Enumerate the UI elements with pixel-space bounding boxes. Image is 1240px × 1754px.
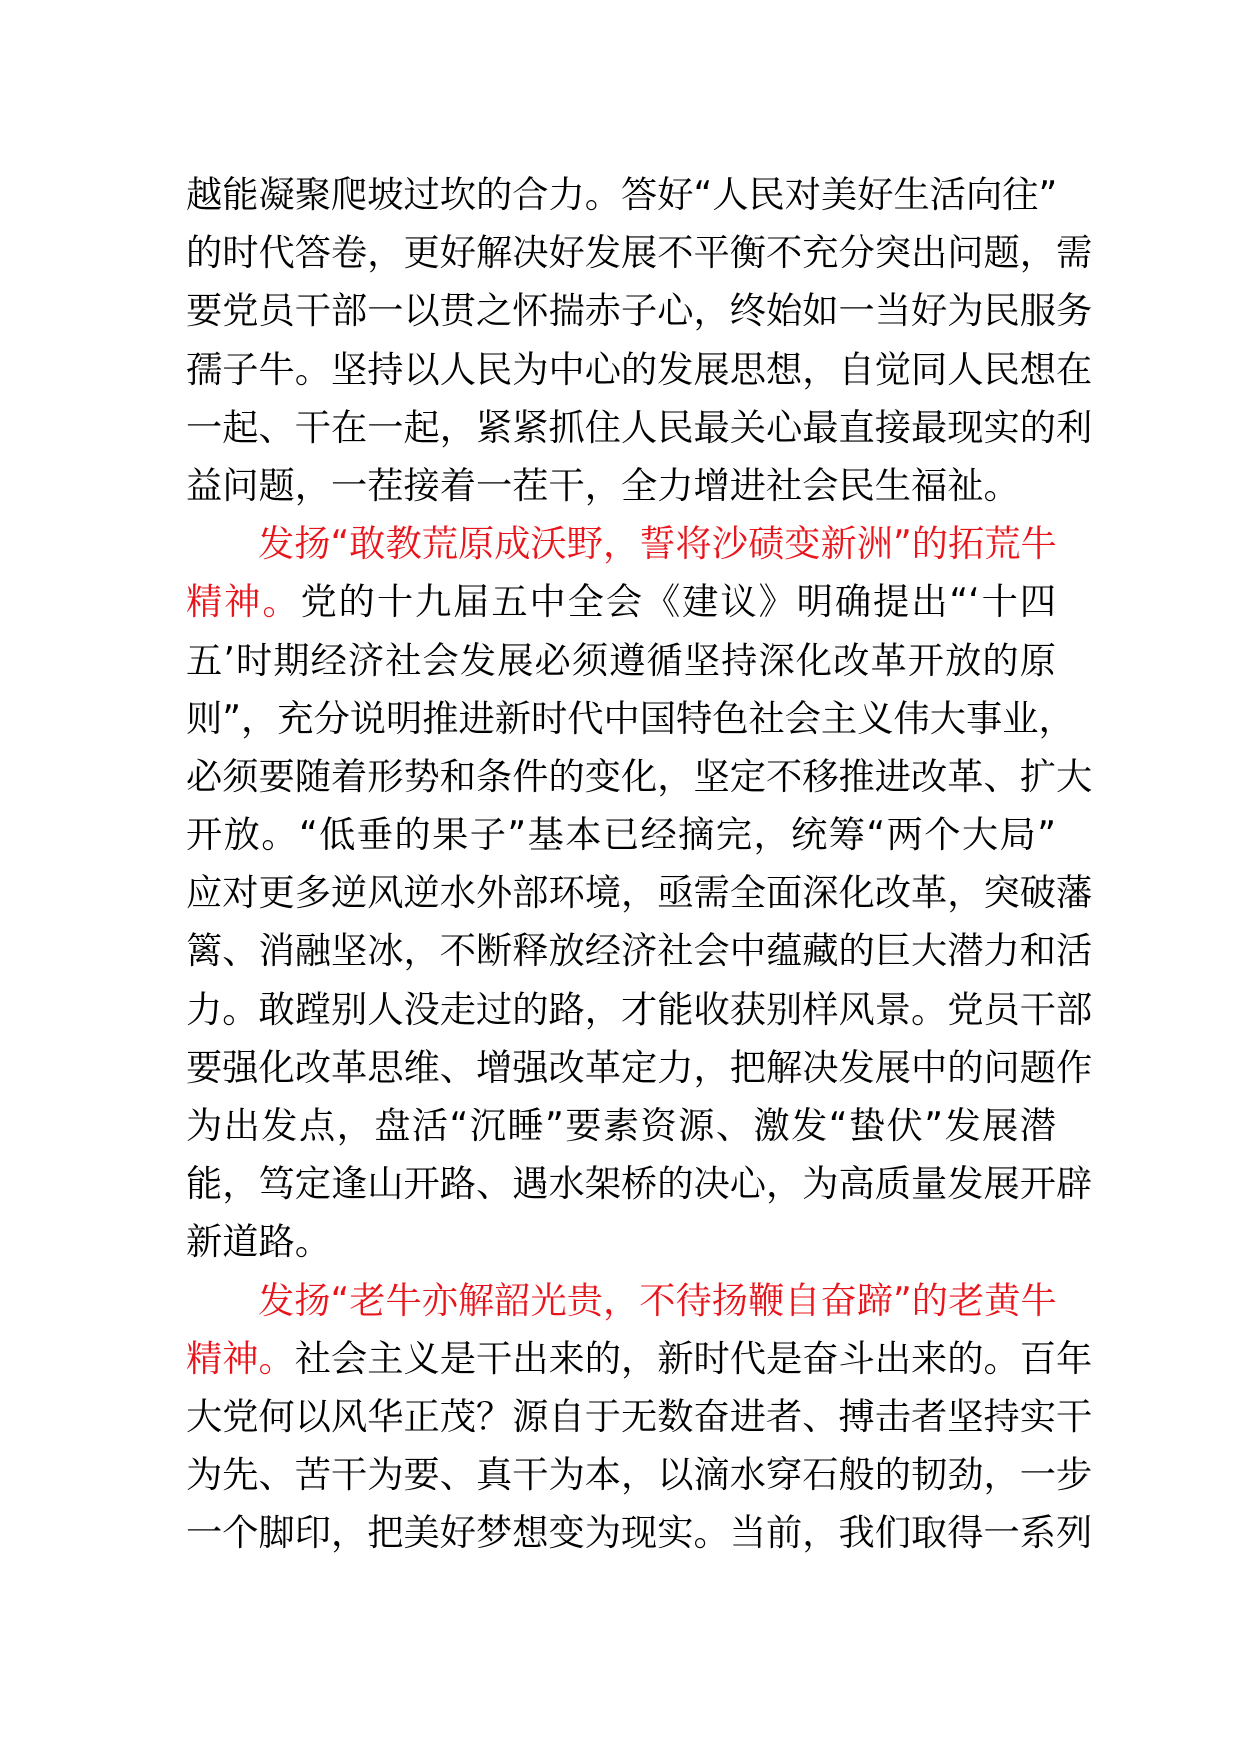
paragraph2-heading-end: 精神。 [186,580,301,624]
paragraph2-line: 必须要随着形势和条件的变化，坚定不移推进改革、扩大 [186,754,1093,798]
paragraph1-line: 益问题，一茬接着一茬干，全力增进社会民生福祉。 [186,463,1020,507]
paragraph1-line: 要党员干部一以贯之怀揣赤子心，终始如一当好为民服务 [186,289,1093,333]
paragraph3-line: 大党何以风华正茂？源自于无数奋进者、搏击者坚持实干 [186,1394,1093,1438]
paragraph2-heading: 发扬“敢教荒原成沃野，誓将沙碛变新洲”的拓荒牛 [258,522,1057,566]
paragraph3-line-rest: 社会主义是干出来的，新时代是奋斗出来的。百年 [294,1336,1093,1380]
paragraph3-heading-end: 精神。 [186,1336,295,1380]
paragraph3-line: 为先、苦干为要、真干为本，以滴水穿石般的韧劲，一步 [186,1453,1093,1497]
paragraph3-line: 一个脚印，把美好梦想变为现实。当前，我们取得一系列 [186,1511,1093,1555]
paragraph2-line: 则”，充分说明推进新时代中国特色社会主义伟大事业， [186,696,1075,740]
paragraph2-line: 应对更多逆风逆水外部环境，亟需全面深化改革，突破藩 [186,871,1093,915]
paragraph1-line: 孺子牛。坚持以人民为中心的发展思想，自觉同人民想在 [186,347,1093,391]
paragraph2-line [186,573,1056,631]
paragraph1-line: 的时代答卷，更好解决好发展不平衡不充分突出问题，需 [186,231,1093,275]
paragraph2-line: 篱、消融坚冰，不断释放经济社会中蕴藏的巨大潜力和活 [186,929,1093,973]
paragraph2-line: 能，笃定逢山开路、遇水架桥的决心，为高质量发展开辟 [186,1162,1093,1206]
body-text [186,166,1093,1563]
paragraph2-line: 为出发点，盘活“沉睡”要素资源、激发“蛰伏”发展潜 [186,1104,1056,1147]
paragraph2-line: 新道路。 [186,1220,332,1264]
paragraph1-line: 一起、干在一起，紧紧抓住人民最关心最直接最现实的利 [186,405,1093,449]
paragraph2-line: 开放。“低垂的果子”基本已经摘完，统筹“两个大局” [186,813,1056,857]
paragraph3-line [186,1330,1093,1388]
paragraph2-line: 力。敢蹚别人没走过的路，才能收获别样风景。党员干部 [186,987,1093,1031]
paragraph2-line: 五’时期经济社会发展必须遵循坚持深化改革开放的原 [186,638,1056,682]
paragraph3-heading: 发扬“老牛亦解韶光贵，不待扬鞭自奋蹄”的老黄牛 [258,1278,1057,1322]
paragraph2-line: 要强化改革思维、增强改革定力，把解决发展中的问题作 [186,1045,1093,1089]
paragraph2-line-rest: 党的十九届五中全会《建议》明确提出“‘十四 [300,580,1056,624]
paragraph1-line: 越能凝聚爬坡过坎的合力。答好“人民对美好生活向往” [186,173,1058,216]
